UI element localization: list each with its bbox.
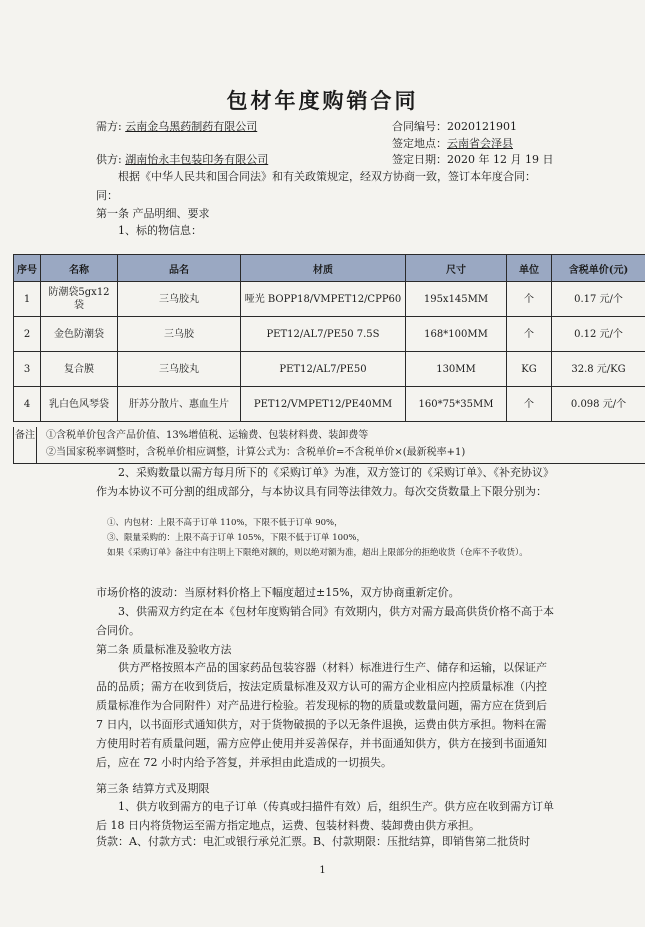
limit-absolute-note: 如果《采购订单》备注中有注明上下限绝对额的，则以绝对额为准，超出上限部分的拒绝收货（仓库不予收货）。 bbox=[107, 548, 528, 558]
intro-end: 同： bbox=[96, 189, 118, 202]
table-row bbox=[14, 317, 645, 352]
cell-price: 0.098 元/个 bbox=[552, 387, 645, 422]
cell-size: 195x145MM bbox=[406, 282, 507, 317]
cell-price: 0.17 元/个 bbox=[552, 282, 645, 317]
buyer-name: 云南金乌黑药制药有限公司 bbox=[125, 120, 258, 133]
cell-product: 三乌胶丸 bbox=[118, 352, 241, 387]
notes-line-2: ②当国家税率调整时，含税单价相应调整，计算公式为：含税单价=不含税单价×(最新税率+1) bbox=[46, 447, 466, 458]
col-header-material: 材质 bbox=[241, 255, 406, 282]
limit-restricted: ③、限量采购的：上限不高于订单 105%，下限不低于订单 100%， bbox=[107, 533, 366, 543]
limit-inner-package: ①、内包材：上限不高于订单 110%，下限不低于订单 90%， bbox=[107, 518, 343, 528]
cell-product: 肝苏分散片、惠血生片 bbox=[118, 387, 241, 422]
price-fluctuation: 市场价格的波动：当原材料价格上下幅度超过±15%，双方协商重新定价。 bbox=[96, 586, 460, 599]
cell-price: 32.8 元/KG bbox=[552, 352, 645, 387]
cell-unit: 个 bbox=[507, 282, 552, 317]
cell-product: 三乌胶丸 bbox=[118, 282, 241, 317]
seller-label: 供方: bbox=[96, 153, 122, 166]
table-notes bbox=[13, 427, 645, 464]
col-header-no: 序号 bbox=[14, 255, 41, 282]
cell-no: 3 bbox=[14, 352, 41, 387]
contract-number: 合同编号：2020121901 bbox=[392, 120, 517, 133]
col-header-unit: 单位 bbox=[507, 255, 552, 282]
cell-product: 三乌胶 bbox=[118, 317, 241, 352]
cell-unit: 个 bbox=[507, 387, 552, 422]
notes-label: 备注 bbox=[14, 427, 37, 463]
cell-no: 1 bbox=[14, 282, 41, 317]
article2-body: 供方严格按照本产品的国家药品包装容器（材料）标准进行生产、储存和运输，以保证产品的品质；需方在收到货后，按法定质量标准及双方认可的需方企业相应内控质量标准（内控质量标准作为合同附件）对产品进行检验。若发现标的物的质量或数量问题，需方应在货到后 7 日内，以书面形式通知供方，对于货物破损的予以无条件退换，运费由供方承担。物料在需方使用时若有质量问题，需方应停止使用并妥善保存，并书面通知供方，供方在接到书面通知后，应在 72 小时内给予答复，并承担由此造成的一切损失。 bbox=[96, 661, 547, 769]
cell-size: 168*100MM bbox=[406, 317, 507, 352]
cell-material: PET12/AL7/PE50 bbox=[241, 352, 406, 387]
intro-text: 根据《中华人民共和国合同法》和有关政策规定，经双方协商一致，签订本年度合同： bbox=[118, 170, 536, 183]
sign-place-label: 签定地点： bbox=[392, 137, 447, 150]
cell-name: 复合膜 bbox=[41, 352, 118, 387]
article3-clause-1: 1、供方收到需方的电子订单（传真或扫描件有效）后，组织生产。供方应在收到需方订单后 18 日内将货物运至需方指定地点，运费、包装材料费、装卸费由供方承担。 bbox=[96, 800, 554, 832]
col-header-name: 名称 bbox=[41, 255, 118, 282]
cell-name: 金色防潮袋 bbox=[41, 317, 118, 352]
cell-unit: KG bbox=[507, 352, 552, 387]
product-table bbox=[13, 254, 645, 422]
buyer-label: 需方: bbox=[96, 120, 122, 133]
cell-no: 2 bbox=[14, 317, 41, 352]
sign-place: 云南省会泽县 bbox=[447, 137, 513, 150]
article1-title: 第一条 产品明细、要求 bbox=[96, 207, 210, 220]
cell-material: PET12/VMPET12/PE40MM bbox=[241, 387, 406, 422]
sign-date: 签定日期：2020 年 12 月 19 日 bbox=[392, 153, 554, 166]
article3-title: 第三条 结算方式及期限 bbox=[96, 782, 210, 795]
table-row bbox=[14, 282, 645, 317]
cell-price: 0.12 元/个 bbox=[552, 317, 645, 352]
col-header-price: 含税单价(元) bbox=[552, 255, 645, 282]
article2-title: 第二条 质量标准及验收方法 bbox=[96, 643, 232, 656]
seller-line bbox=[96, 153, 268, 166]
cell-material: PET12/AL7/PE50 7.5S bbox=[241, 317, 406, 352]
cell-size: 160*75*35MM bbox=[406, 387, 507, 422]
buyer-line bbox=[96, 120, 257, 133]
cell-unit: 个 bbox=[507, 317, 552, 352]
page-number: 1 bbox=[319, 865, 326, 876]
cell-material: 哑光 BOPP18/VMPET12/CPP60 bbox=[241, 282, 406, 317]
col-header-product: 品名 bbox=[118, 255, 241, 282]
table-row bbox=[14, 387, 645, 422]
page-title: 包材年度购销合同 bbox=[226, 88, 419, 113]
col-header-size: 尺寸 bbox=[406, 255, 507, 282]
clause-max-price: 3、供需双方约定在本《包材年度购销合同》有效期内，供方对需方最高供货价格不高于本合同价。 bbox=[96, 605, 554, 637]
cell-no: 4 bbox=[14, 387, 41, 422]
article3-payment: 货款：A、付款方式：电汇或银行承兑汇票。B、付款期限：压批结算，即销售第二批货时 bbox=[96, 835, 531, 848]
notes-line-1: ①含税单价包含产品价值、13%增值税、运输费、包装材料费、装卸费等 bbox=[46, 430, 369, 441]
table-header-row bbox=[14, 255, 645, 282]
article1-subtitle: 1、标的物信息： bbox=[118, 224, 202, 237]
cell-name: 乳白色风琴袋 bbox=[41, 387, 118, 422]
seller-name: 湖南怡永丰包装印务有限公司 bbox=[125, 153, 269, 166]
cell-name: 防潮袋5gx12 袋 bbox=[41, 282, 118, 317]
clause-purchase-quantity: 2、采购数量以需方每月所下的《采购订单》为准，双方签订的《采购订单》、《补充协议》作为本协议不可分割的组成部分，与本协议具有同等法律效力。每次交货数量上下限分别为： bbox=[96, 466, 554, 498]
table-row bbox=[14, 352, 645, 387]
cell-size: 130MM bbox=[406, 352, 507, 387]
sign-place-line bbox=[392, 137, 513, 150]
